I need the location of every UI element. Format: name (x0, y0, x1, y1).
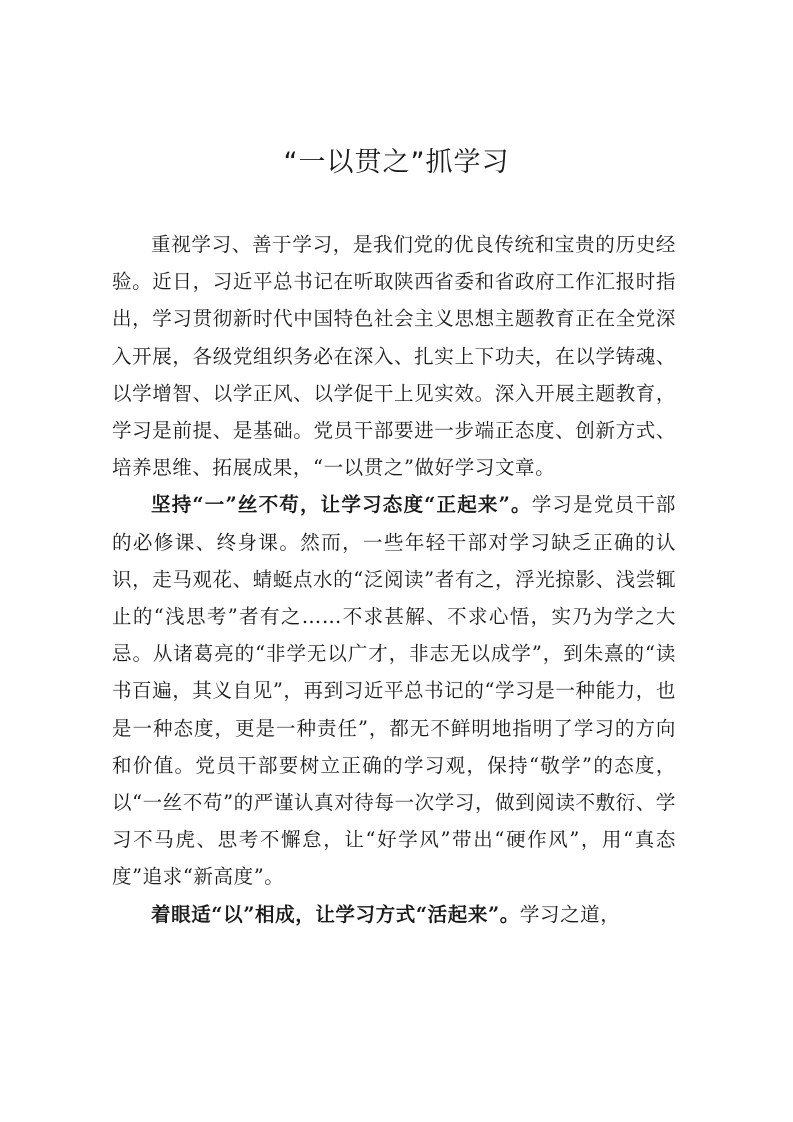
paragraph-text: 重视学习、善于学习，是我们党的优良传统和宝贵的历史经验。近日，习近平总书记在听取陕西省委和省政府工作汇报时指出，学习贯彻新时代中国特色社会主义思想主题教育正在全党深入开展，各级党组织务必在深入、扎实上下功夫，在以学铸魂、以学增智、以学正风、以学促干上见实效。深入开展主题教育，学习是前提、是基础。党员干部要进一步端正态度、创新方式、培养思维、拓展成果，“一以贯之”做好学习文章。 (112, 233, 676, 480)
paragraph-intro (112, 226, 676, 486)
paragraph-attitude (112, 486, 676, 895)
document-title: “一以贯之”抓学习 (283, 147, 510, 178)
document-body (112, 226, 676, 933)
paragraph-text: 学习是党员干部的必修课、终身课。然而，一些年轻干部对学习缺乏正确的认识，走马观花、蜻蜓点水的“泛阅读”者有之，浮光掠影、浅尝辄止的“浅思考”者有之……不求甚解、不求心悟，实乃为学之大忌。从诸葛亮的“非学无以广才，非志无以成学”，到朱熹的“读书百遍，其义自见”，再到习近平总书记的“学习是一种能力，也是一种态度，更是一种责任”，都无不鲜明地指明了学习的方向和价值。党员干部要树立正确的学习观，保持“敬学”的态度，以“一丝不苟”的严谨认真对待每一次学习，做到阅读不敷衍、学习不马虎、思考不懈怠，让“好学风”带出“硬作风”，用“真态度”追求“新高度”。 (112, 493, 676, 889)
paragraph-method (112, 896, 676, 933)
paragraph-lead: 坚持“一”丝不苟，让学习态度“正起来”。 (151, 493, 532, 517)
paragraph-lead: 着眼适“以”相成，让学习方式“活起来”。 (151, 902, 520, 926)
paragraph-text: 学习之道， (519, 902, 621, 926)
